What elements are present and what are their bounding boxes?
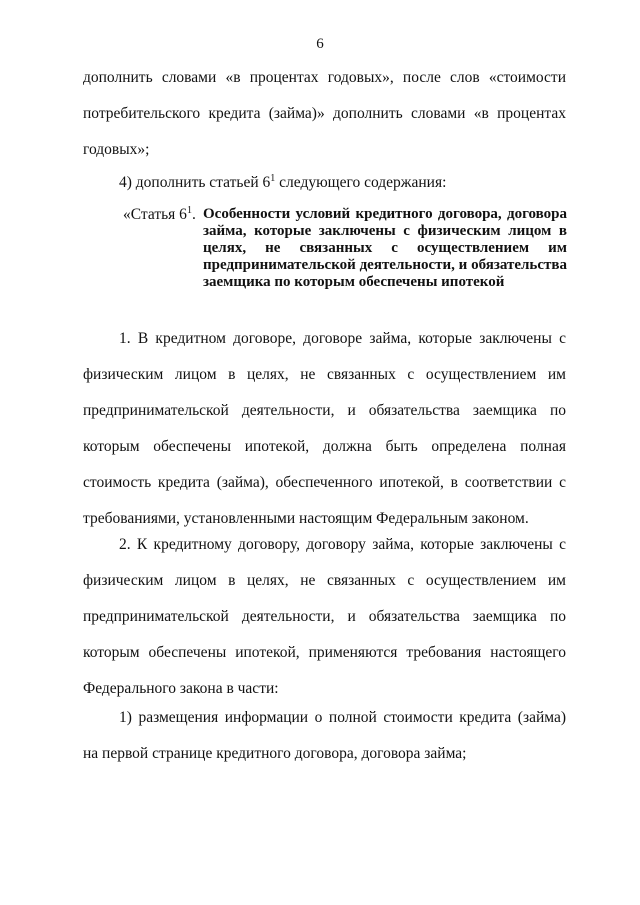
article-label-superscript: 1: [186, 204, 192, 216]
paragraph-item-4: [83, 165, 566, 201]
page-number: 6: [316, 36, 324, 52]
article-label: [123, 206, 196, 223]
paragraph-point-1: 1. В кредитном договоре, договоре займа, которые заключены с физическим лицом в целях, не связанных с осуществлением им предпринимательской деятельности, и обязательства заемщика по которым обеспечены ипотекой, должна быть определена полная стоимость кредита (займа), обеспеченного ипотекой, в соответствии с требованиями, установленными настоящим Федеральным законом.: [83, 330, 566, 527]
item4-text-prefix: 4) дополнить статьей 6: [119, 174, 271, 191]
item4-text-suffix: следующего содержания:: [275, 174, 447, 191]
article-label-suffix: .: [191, 206, 196, 223]
paragraph-subpoint-1: 1) размещения информации о полной стоимости кредита (займа) на первой странице кредитного договора, договора займа;: [83, 709, 566, 762]
paragraph-intro: дополнить словами «в процентах годовых», после слов «стоимости потребительского кредита (займа)» дополнить словами «в процентах годовых»;: [83, 69, 566, 158]
item4-superscript: 1: [270, 172, 276, 184]
paragraph-point-2: 2. К кредитному договору, договору займа, которые заключены с физическим лицом в целях, не связанных с осуществлением им предпринимательской деятельности, и обязательства заемщика по которым обеспечены ипотекой, применяются требования настоящего Федерального закона в части:: [83, 536, 566, 697]
article-title: Особенности условий кредитного договора, договора займа, которые заключены с физическим лицом в целях, не связанных с осуществлением им предпринимательской деятельности, и обязательства заемщика по которым обеспечены ипотекой: [203, 206, 567, 290]
article-label-prefix: «Статья 6: [123, 206, 187, 223]
